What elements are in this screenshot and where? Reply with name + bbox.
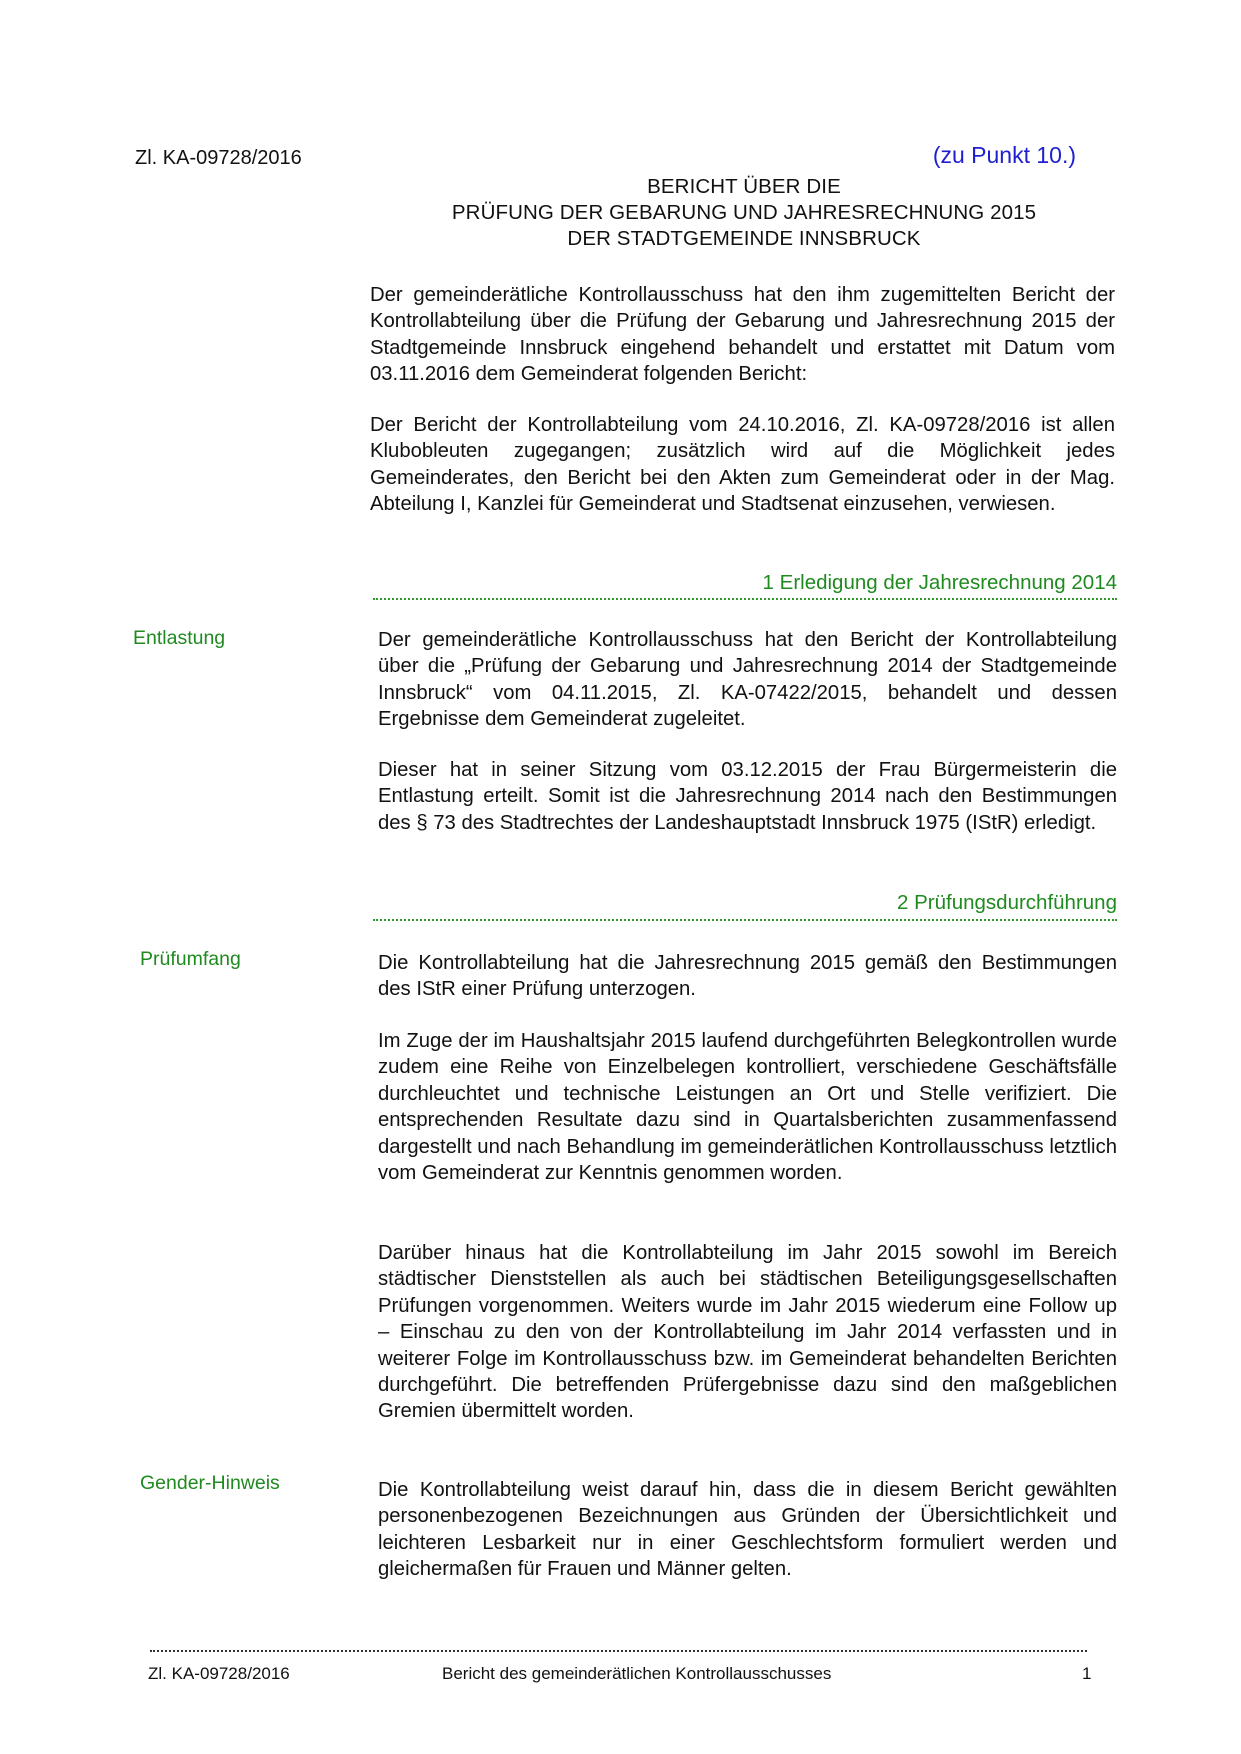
reference-number: Zl. KA-09728/2016 xyxy=(135,147,302,169)
margin-label-gender-hinweis: Gender-Hinweis xyxy=(140,1472,280,1494)
section-2-paragraph-2: Im Zuge der im Haushaltsjahr 2015 laufend durchgeführten Belegkontrollen wurde zudem eine Reihe von Einzelbelegen kontrolliert, verschiedene Geschäftsfälle durchleuchtet und technische Leistungen an Ort und Stelle verifiziert. Die entsprechenden Resultate dazu sind in Quartalsberichten zusammenfassend dargestellt und nach Behandlung im gemeinderätlichen Kontrollausschuss letztlich vom Gemeinderat zur Kenntnis genommen worden. xyxy=(378,1030,1117,1185)
title-line-3: DER STADTGEMEINDE INNSBRUCK xyxy=(567,227,921,250)
section-2-paragraph-4: Die Kontrollabteilung weist darauf hin, dass die in diesem Bericht gewählten personenbezogenen Bezeichnungen aus Gründen der Übersichtlichkeit und leichteren Lesbarkeit nur in einer Geschlechtsform formuliert werden und gleichermaßen für Frauen und Männer gelten. xyxy=(378,1479,1117,1581)
margin-label-entlastung: Entlastung xyxy=(133,627,226,649)
title-line-1: BERICHT ÜBER DIE xyxy=(647,175,841,198)
footer-reference: Zl. KA-09728/2016 xyxy=(148,1664,290,1683)
section-2-paragraph-3: Darüber hinaus hat die Kontrollabteilung im Jahr 2015 sowohl im Bereich städtischer Dienststellen als auch bei städtischen Beteiligungsgesellschaften Prüfungen vorgenommen. Weiters wurde im Jahr 2015 wiederum eine Follow up – Einschau zu den von der Kontrollabteilung im Jahr 2014 verfassten und in weiterer Folge im Kontrollausschuss bzw. im Gemeinderat behandelten Berichten durchgeführt. Die betreffenden Prüfergebnisse dazu sind den maßgeblichen Gremien übermittelt worden. xyxy=(378,1242,1117,1423)
footer-page-number: 1 xyxy=(1082,1664,1092,1683)
footer-divider xyxy=(150,1650,1087,1652)
agenda-item-note: (zu Punkt 10.) xyxy=(932,142,1076,168)
footer-document-title: Bericht des gemeinderätlichen Kontrollausschusses xyxy=(442,1664,832,1683)
section-2-paragraph-1: Die Kontrollabteilung hat die Jahresrechnung 2015 gemäß den Bestimmungen des IStR einer Prüfung unterzogen. xyxy=(378,952,1117,1001)
title-line-2: PRÜFUNG DER GEBARUNG UND JAHRESRECHNUNG 2015 xyxy=(451,201,1037,224)
intro-paragraph-2: Der Bericht der Kontrollabteilung vom 24.10.2016, Zl. KA-09728/2016 ist allen Klubobleuten zugegangen; zusätzlich wird auf die Möglichkeit jedes Gemeinderates, den Bericht bei den Akten zum Gemeinderat oder in der Mag. Abteilung I, Kanzlei für Gemeinderat und Stadtsenat einzusehen, verwiesen. xyxy=(370,414,1115,516)
margin-label-pruefumfang: Prüfumfang xyxy=(140,948,241,970)
section-1-paragraph-1: Der gemeinderätliche Kontrollausschuss hat den Bericht der Kontrollabteilung über die „Prüfung der Gebarung und Jahresrechnung 2014 der Stadtgemeinde Innsbruck“ vom 04.11.2015, Zl. KA-07422/2015, behandelt und dessen Ergebnisse dem Gemeinderat zugeleitet. xyxy=(378,629,1117,731)
section-2-heading: 2 Prüfungsdurchführung xyxy=(897,891,1117,914)
report-title xyxy=(370,174,1118,252)
section-2-divider xyxy=(373,919,1117,921)
section-1-heading: 1 Erledigung der Jahresrechnung 2014 xyxy=(762,571,1117,594)
section-1-paragraph-2: Dieser hat in seiner Sitzung vom 03.12.2015 der Frau Bürgermeisterin die Entlastung erteilt. Somit ist die Jahresrechnung 2014 nach den Bestimmungen des § 73 des Stadtrechtes der Landeshauptstadt Innsbruck 1975 (IStR) erledigt. xyxy=(378,759,1117,834)
intro-paragraph-1: Der gemeinderätliche Kontrollausschuss hat den ihm zugemittelten Bericht der Kontrollabteilung über die Prüfung der Gebarung und Jahresrechnung 2015 der Stadtgemeinde Innsbruck eingehend behandelt und erstattet mit Datum vom 03.11.2016 dem Gemeinderat folgenden Bericht: xyxy=(370,284,1115,386)
section-1-divider xyxy=(373,598,1117,600)
